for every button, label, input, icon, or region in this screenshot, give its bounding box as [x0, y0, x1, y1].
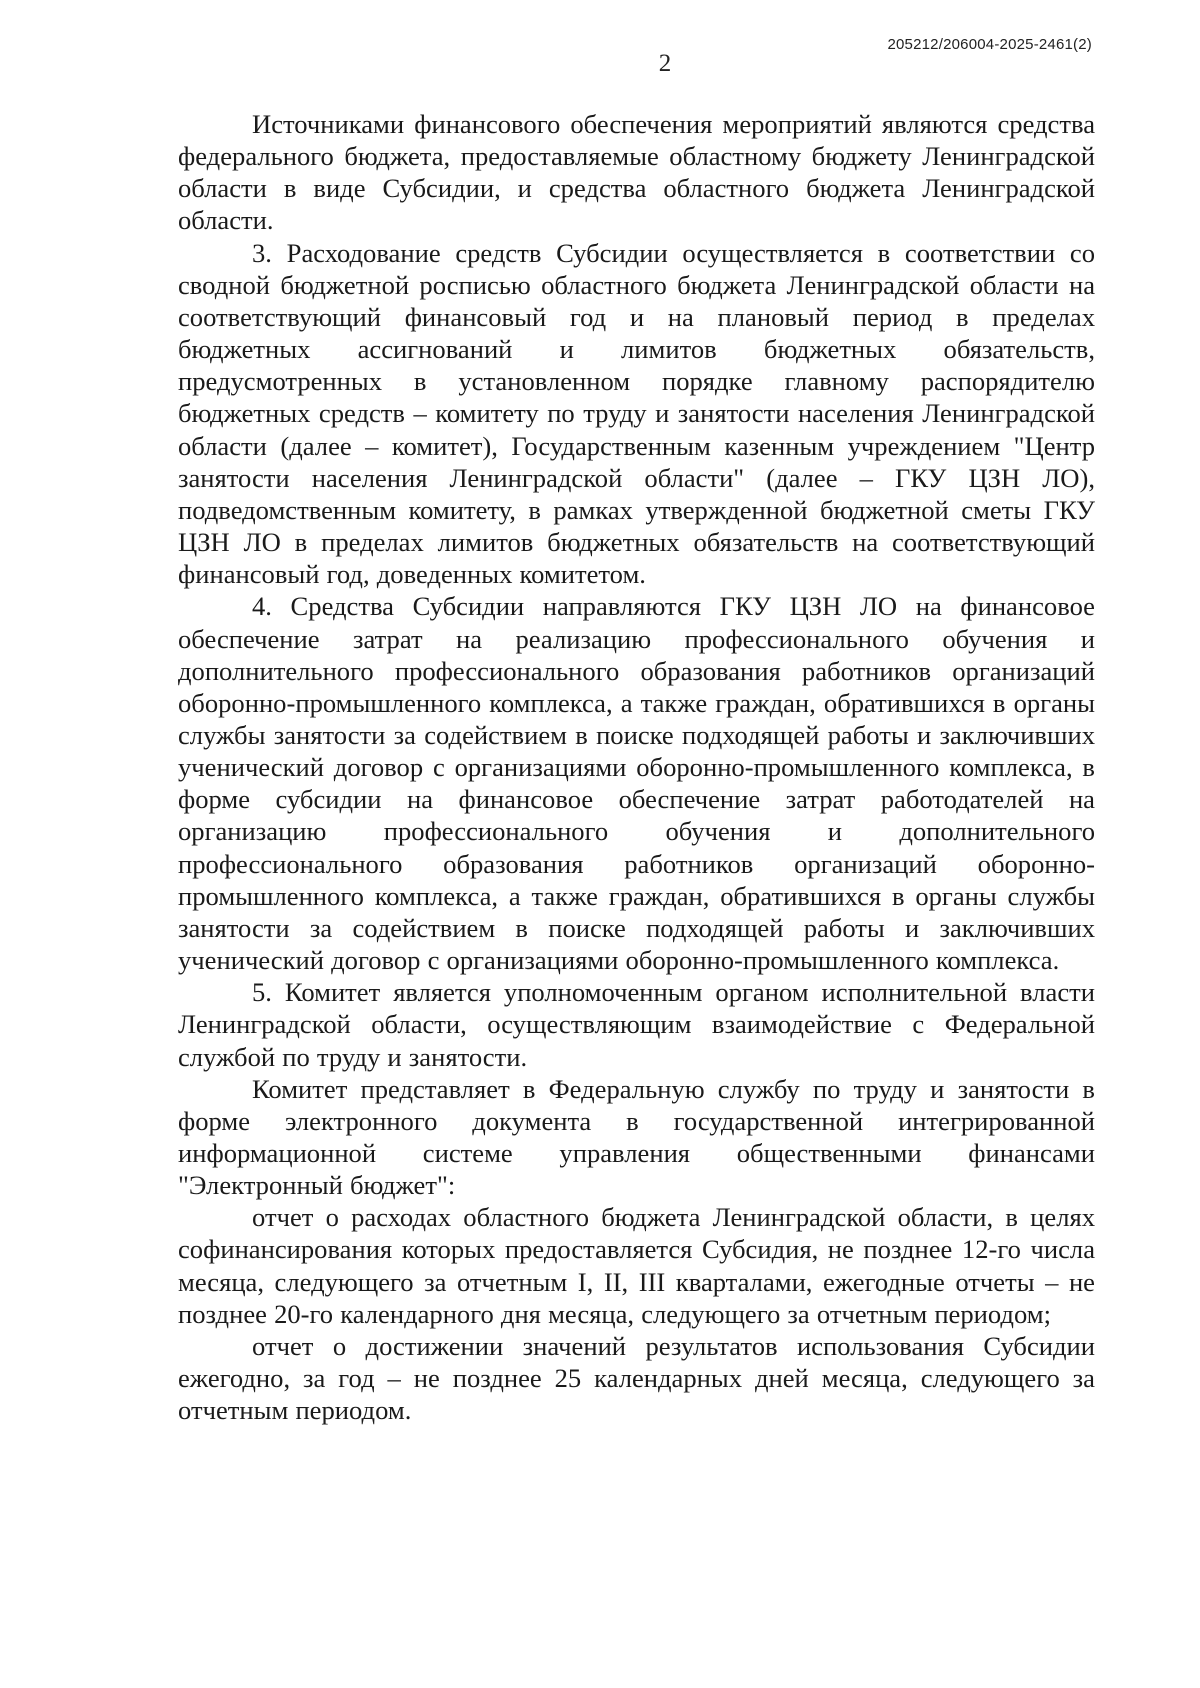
document-body — [178, 108, 1095, 1426]
paragraph-3-spending: 3. Расходование средств Субсидии осуществляется в соответствии со сводной бюджетной росписью областного бюджета Ленинградской области на соответствующий финансовый год и на плановый период в пределах бюджетных ассигнований и лимитов бюджетных обязательств, предусмотренных в установленном порядке главному распорядителю бюджетных средств – комитету по труду и занятости населения Ленинградской области (далее – комитет), Государственным казенным учреждением "Центр занятости населения Ленинградской области" (далее – ГКУ ЦЗН ЛО), подведомственным комитету, в рамках утвержденной бюджетной сметы ГКУ ЦЗН ЛО в пределах лимитов бюджетных обязательств на соответствующий финансовый год, доведенных комитетом. — [178, 237, 1095, 590]
document-registration-number: 205212/206004-2025-2461(2) — [887, 36, 1092, 53]
paragraph-5-committee: 5. Комитет является уполномоченным органом исполнительной власти Ленинградской области, осуществляющим взаимодействие с Федеральной службой по труду и занятости. — [178, 977, 1095, 1072]
page-number: 2 — [658, 50, 672, 77]
paragraph-committee-reporting: Комитет представляет в Федеральную службу по труду и занятости в форме электронного документа в государственной интегрированной информационной системе управления общественными финансами "Электронный бюджет": — [178, 1073, 1095, 1201]
paragraph-results-report: отчет о достижении значений результатов использования Субсидии ежегодно, за год – не позднее 25 календарных дней месяца, следующего за отчетным периодом. — [178, 1330, 1095, 1426]
paragraph-expense-report: отчет о расходах областного бюджета Ленинградской области, в целях софинансирования которых предоставляется Субсидия, не позднее 12-го числа месяца, следующего за отчетным I, II, III кварталами, ежегодные отчеты – не позднее 20-го календарного дня месяца, следующего за отчетным периодом; — [178, 1202, 1095, 1329]
paragraph-funding-sources: Источниками финансового обеспечения мероприятий являются средства федерального бюджета, предоставляемые областному бюджету Ленинградской области в виде Субсидии, и средства областного бюджета Ленинградской области. — [178, 109, 1095, 236]
paragraph-4-subsidy-purpose: 4. Средства Субсидии направляются ГКУ ЦЗН ЛО на финансовое обеспечение затрат на реализацию профессионального обучения и дополнительного профессионального образования работников организаций оборонно-промышленного комплекса, а также граждан, обратившихся в органы службы занятости за содействием в поиске подходящей работы и заключивших ученический договор с организациями оборонно-промышленного комплекса, в форме субсидии на финансовое обеспечение затрат работодателей на организацию профессионального обучения и дополнительного профессионального образования работников организаций оборонно-промышленного комплекса, а также граждан, обратившихся в органы службы занятости за содействием в поиске подходящей работы и заключивших ученический договор с организациями оборонно-промышленного комплекса. — [178, 591, 1095, 976]
